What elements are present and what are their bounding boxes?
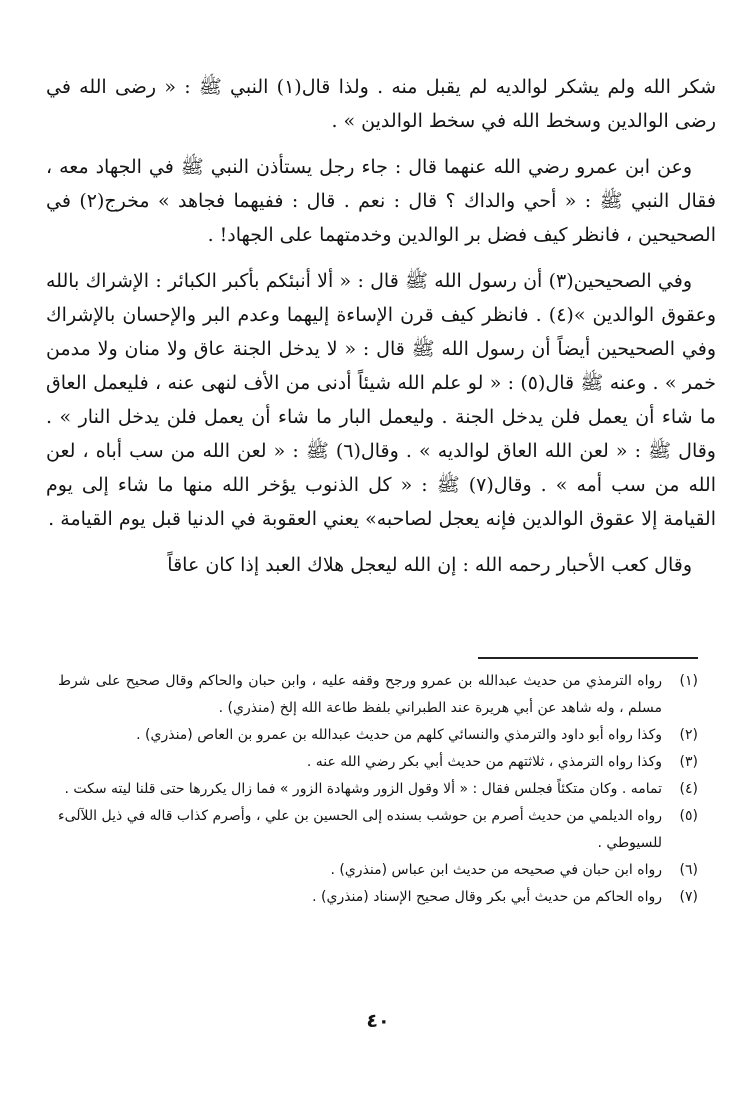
footnote-text: رواه ابن حبان في صحيحه من حديث ابن عباس (منذري) . (330, 862, 662, 878)
footnote-number: (١) (679, 673, 698, 689)
page-number: ٤٠ (366, 1010, 390, 1032)
footnote (58, 776, 698, 803)
footnote-number: (٤) (679, 781, 698, 797)
footnote-text: وكذا رواه أبو داود والترمذي والنسائي كلهم من حديث عبدالله بن عمرو بن العاص (منذري) . (136, 727, 662, 743)
paragraph: شكر الله ولم يشكر لوالديه لم يقبل منه . ولذا قال(١) النبي ﷺ : « رضى الله في رضى الوالدين وسخط الله في سخط الوالدين » . (46, 76, 716, 132)
footnote (58, 884, 698, 911)
footnote-divider (478, 657, 698, 659)
footnote (58, 722, 698, 749)
footnote (58, 668, 698, 722)
footnote-text: تمامه . وكان متكئاً فجلس فقال : « ألا وقول الزور وشهادة الزور » فما زال يكررها حتى قلنا ليته سكت . (64, 781, 662, 797)
footnote-number: (٣) (679, 754, 698, 770)
paragraph: وقال كعب الأحبار رحمه الله : إن الله ليعجل هلاك العبد إذا كان عاقاً (167, 554, 692, 576)
footnote-number: (٢) (679, 727, 698, 743)
footnote-number: (٧) (679, 889, 698, 905)
footnote-number: (٥) (679, 808, 698, 824)
footnote (58, 857, 698, 884)
footnote (58, 749, 698, 776)
footnote-number: (٦) (679, 862, 698, 878)
footnote-text: رواه الحاكم من حديث أبي بكر وقال صحيح الإسناد (منذري) . (312, 889, 662, 905)
footnotes (58, 668, 698, 911)
footnote-text: رواه الديلمي من حديث أصرم بن حوشب بسنده إلى الحسين بن علي ، وأصرم كذاب قاله في ذيل اللآلىء للسيوطي . (58, 808, 662, 851)
footnote-text: رواه الترمذي من حديث عبدالله بن عمرو ورجح وقفه عليه ، وابن حبان والحاكم وقال صحيح على شرط مسلم ، وله شاهد عن أبي هريرة عند الطبراني بلفظ طاعة الله إلخ (منذري) . (58, 673, 662, 716)
footnote (58, 803, 698, 857)
main-text (46, 70, 716, 594)
footnote-text: وكذا رواه الترمذي ، ثلاثتهم من حديث أبي بكر رضي الله عنه . (306, 754, 662, 770)
paragraph: وعن ابن عمرو رضي الله عنهما قال : جاء رجل يستأذن النبي ﷺ في الجهاد معه ، فقال النبي ﷺ : « أحي والداك ؟ قال : نعم . قال : ففيهما فجاهد » مخرج(٢) في الصحيحين ، فانظر كيف فضل بر الوالدين وخدمتهما على الجهاد! . (46, 156, 716, 246)
paragraph: وفي الصحيحين(٣) أن رسول الله ﷺ قال : « ألا أنبئكم بأكبر الكبائر : الإشراك بالله وعقوق الوالدين »(٤) . فانظر كيف قرن الإساءة إليهما وعدم البر والإحسان بالإشراك وفي الصحيحين أيضاً أن رسول الله ﷺ قال : « لا يدخل الجنة عاق ولا منان ولا مدمن خمر » . وعنه ﷺ قال(٥) : « لو علم الله شيئاً أدنى من الأف لنهى عنه ، فليعمل العاق ما شاء أن يعمل فلن يدخل الجنة . وليعمل البار ما شاء أن يعمل فلن يدخل النار » . وقال ﷺ : « لعن الله العاق لوالديه » . وقال(٦) ﷺ : « لعن الله من سب أباه ، لعن الله من سب أمه » . وقال(٧) ﷺ : « كل الذنوب يؤخر الله منها ما شاء إلى يوم القيامة إلا عقوق الوالدين فإنه يعجل لصاحبه» يعني العقوبة في الدنيا قبل يوم القيامة . (46, 270, 716, 530)
